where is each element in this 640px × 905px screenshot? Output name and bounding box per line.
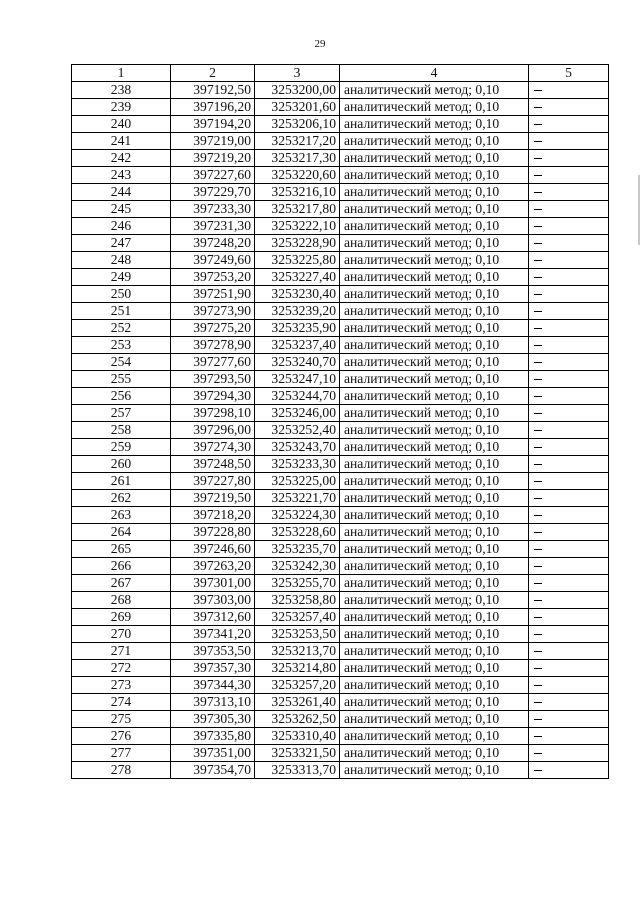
point-number-cell: 250 bbox=[72, 286, 171, 303]
point-number-cell: 272 bbox=[72, 660, 171, 677]
method-accuracy-cell: аналитический метод; 0,10 bbox=[340, 643, 529, 660]
x-coordinate-cell: 397277,60 bbox=[171, 354, 255, 371]
method-accuracy-cell: аналитический метод; 0,10 bbox=[340, 235, 529, 252]
method-accuracy-cell: аналитический метод; 0,10 bbox=[340, 456, 529, 473]
x-coordinate-cell: 397227,60 bbox=[171, 167, 255, 184]
column-5-cell bbox=[529, 575, 609, 592]
dash-mark bbox=[534, 90, 542, 91]
x-coordinate-cell: 397231,30 bbox=[171, 218, 255, 235]
method-accuracy-cell: аналитический метод; 0,10 bbox=[340, 575, 529, 592]
y-coordinate-cell: 3253310,40 bbox=[255, 728, 340, 745]
dash-mark bbox=[534, 617, 542, 618]
x-coordinate-cell: 397246,60 bbox=[171, 541, 255, 558]
dash-mark bbox=[534, 379, 542, 380]
column-5-cell bbox=[529, 490, 609, 507]
table-row bbox=[72, 575, 609, 592]
x-coordinate-cell: 397357,30 bbox=[171, 660, 255, 677]
method-accuracy-cell: аналитический метод; 0,10 bbox=[340, 337, 529, 354]
method-accuracy-cell: аналитический метод; 0,10 bbox=[340, 82, 529, 99]
table-row bbox=[72, 388, 609, 405]
dash-mark bbox=[534, 124, 542, 125]
dash-mark bbox=[534, 770, 542, 771]
method-accuracy-cell: аналитический метод; 0,10 bbox=[340, 609, 529, 626]
dash-mark bbox=[534, 719, 542, 720]
table-row bbox=[72, 218, 609, 235]
column-5-cell bbox=[529, 371, 609, 388]
y-coordinate-cell: 3253228,60 bbox=[255, 524, 340, 541]
point-number-cell: 251 bbox=[72, 303, 171, 320]
y-coordinate-cell: 3253228,90 bbox=[255, 235, 340, 252]
y-coordinate-cell: 3253255,70 bbox=[255, 575, 340, 592]
method-accuracy-cell: аналитический метод; 0,10 bbox=[340, 388, 529, 405]
x-coordinate-cell: 397273,90 bbox=[171, 303, 255, 320]
table-row bbox=[72, 541, 609, 558]
method-accuracy-cell: аналитический метод; 0,10 bbox=[340, 405, 529, 422]
point-number-cell: 248 bbox=[72, 252, 171, 269]
column-5-cell bbox=[529, 388, 609, 405]
column-5-cell bbox=[529, 235, 609, 252]
method-accuracy-cell: аналитический метод; 0,10 bbox=[340, 507, 529, 524]
point-number-cell: 257 bbox=[72, 405, 171, 422]
dash-mark bbox=[534, 260, 542, 261]
table-row bbox=[72, 609, 609, 626]
column-5-cell bbox=[529, 337, 609, 354]
table-row bbox=[72, 592, 609, 609]
column-5-cell bbox=[529, 745, 609, 762]
method-accuracy-cell: аналитический метод; 0,10 bbox=[340, 728, 529, 745]
table-row bbox=[72, 728, 609, 745]
column-5-cell bbox=[529, 303, 609, 320]
table-row bbox=[72, 184, 609, 201]
point-number-cell: 263 bbox=[72, 507, 171, 524]
dash-mark bbox=[534, 294, 542, 295]
x-coordinate-cell: 397274,30 bbox=[171, 439, 255, 456]
table-row bbox=[72, 252, 609, 269]
method-accuracy-cell: аналитический метод; 0,10 bbox=[340, 762, 529, 779]
x-coordinate-cell: 397196,20 bbox=[171, 99, 255, 116]
method-accuracy-cell: аналитический метод; 0,10 bbox=[340, 439, 529, 456]
column-header-1: 1 bbox=[72, 65, 171, 82]
point-number-cell: 241 bbox=[72, 133, 171, 150]
dash-mark bbox=[534, 175, 542, 176]
dash-mark bbox=[534, 736, 542, 737]
method-accuracy-cell: аналитический метод; 0,10 bbox=[340, 116, 529, 133]
method-accuracy-cell: аналитический метод; 0,10 bbox=[340, 286, 529, 303]
x-coordinate-cell: 397298,10 bbox=[171, 405, 255, 422]
x-coordinate-cell: 397293,50 bbox=[171, 371, 255, 388]
x-coordinate-cell: 397227,80 bbox=[171, 473, 255, 490]
table-row bbox=[72, 320, 609, 337]
column-5-cell bbox=[529, 150, 609, 167]
dash-mark bbox=[534, 328, 542, 329]
dash-mark bbox=[534, 362, 542, 363]
coordinates-table-container bbox=[71, 64, 609, 779]
x-coordinate-cell: 397341,20 bbox=[171, 626, 255, 643]
point-number-cell: 244 bbox=[72, 184, 171, 201]
table-row bbox=[72, 677, 609, 694]
method-accuracy-cell: аналитический метод; 0,10 bbox=[340, 626, 529, 643]
point-number-cell: 245 bbox=[72, 201, 171, 218]
column-5-cell bbox=[529, 116, 609, 133]
dash-mark bbox=[534, 413, 542, 414]
point-number-cell: 259 bbox=[72, 439, 171, 456]
method-accuracy-cell: аналитический метод; 0,10 bbox=[340, 303, 529, 320]
x-coordinate-cell: 397301,00 bbox=[171, 575, 255, 592]
x-coordinate-cell: 397313,10 bbox=[171, 694, 255, 711]
dash-mark bbox=[534, 583, 542, 584]
point-number-cell: 271 bbox=[72, 643, 171, 660]
method-accuracy-cell: аналитический метод; 0,10 bbox=[340, 150, 529, 167]
column-5-cell bbox=[529, 439, 609, 456]
dash-mark bbox=[534, 532, 542, 533]
table-row bbox=[72, 405, 609, 422]
x-coordinate-cell: 397248,50 bbox=[171, 456, 255, 473]
x-coordinate-cell: 397248,20 bbox=[171, 235, 255, 252]
point-number-cell: 246 bbox=[72, 218, 171, 235]
column-5-cell bbox=[529, 201, 609, 218]
column-5-cell bbox=[529, 609, 609, 626]
table-row bbox=[72, 269, 609, 286]
point-number-cell: 264 bbox=[72, 524, 171, 541]
column-5-cell bbox=[529, 762, 609, 779]
x-coordinate-cell: 397305,30 bbox=[171, 711, 255, 728]
column-5-cell bbox=[529, 694, 609, 711]
y-coordinate-cell: 3253217,30 bbox=[255, 150, 340, 167]
y-coordinate-cell: 3253235,70 bbox=[255, 541, 340, 558]
point-number-cell: 247 bbox=[72, 235, 171, 252]
page-number: 29 bbox=[314, 38, 326, 50]
table-row bbox=[72, 524, 609, 541]
point-number-cell: 267 bbox=[72, 575, 171, 592]
x-coordinate-cell: 397296,00 bbox=[171, 422, 255, 439]
dash-mark bbox=[534, 107, 542, 108]
method-accuracy-cell: аналитический метод; 0,10 bbox=[340, 218, 529, 235]
table-row bbox=[72, 303, 609, 320]
y-coordinate-cell: 3253225,00 bbox=[255, 473, 340, 490]
column-5-cell bbox=[529, 558, 609, 575]
x-coordinate-cell: 397354,70 bbox=[171, 762, 255, 779]
y-coordinate-cell: 3253201,60 bbox=[255, 99, 340, 116]
dash-mark bbox=[534, 549, 542, 550]
table-row bbox=[72, 745, 609, 762]
column-5-cell bbox=[529, 456, 609, 473]
table-row bbox=[72, 337, 609, 354]
dash-mark bbox=[534, 515, 542, 516]
y-coordinate-cell: 3253237,40 bbox=[255, 337, 340, 354]
table-row bbox=[72, 694, 609, 711]
point-number-cell: 265 bbox=[72, 541, 171, 558]
point-number-cell: 274 bbox=[72, 694, 171, 711]
point-number-cell: 270 bbox=[72, 626, 171, 643]
column-5-cell bbox=[529, 405, 609, 422]
y-coordinate-cell: 3253313,70 bbox=[255, 762, 340, 779]
column-5-cell bbox=[529, 354, 609, 371]
method-accuracy-cell: аналитический метод; 0,10 bbox=[340, 354, 529, 371]
x-coordinate-cell: 397344,30 bbox=[171, 677, 255, 694]
dash-mark bbox=[534, 345, 542, 346]
y-coordinate-cell: 3253252,40 bbox=[255, 422, 340, 439]
x-coordinate-cell: 397278,90 bbox=[171, 337, 255, 354]
column-5-cell bbox=[529, 524, 609, 541]
dash-mark bbox=[534, 651, 542, 652]
x-coordinate-cell: 397228,80 bbox=[171, 524, 255, 541]
y-coordinate-cell: 3253239,20 bbox=[255, 303, 340, 320]
table-row bbox=[72, 456, 609, 473]
point-number-cell: 254 bbox=[72, 354, 171, 371]
column-5-cell bbox=[529, 677, 609, 694]
y-coordinate-cell: 3253244,70 bbox=[255, 388, 340, 405]
point-number-cell: 238 bbox=[72, 82, 171, 99]
column-5-cell bbox=[529, 286, 609, 303]
dash-mark bbox=[534, 600, 542, 601]
column-5-cell bbox=[529, 99, 609, 116]
x-coordinate-cell: 397192,50 bbox=[171, 82, 255, 99]
method-accuracy-cell: аналитический метод; 0,10 bbox=[340, 592, 529, 609]
table-row bbox=[72, 762, 609, 779]
x-coordinate-cell: 397353,50 bbox=[171, 643, 255, 660]
method-accuracy-cell: аналитический метод; 0,10 bbox=[340, 473, 529, 490]
dash-mark bbox=[534, 464, 542, 465]
y-coordinate-cell: 3253224,30 bbox=[255, 507, 340, 524]
y-coordinate-cell: 3253227,40 bbox=[255, 269, 340, 286]
point-number-cell: 258 bbox=[72, 422, 171, 439]
dash-mark bbox=[534, 702, 542, 703]
method-accuracy-cell: аналитический метод; 0,10 bbox=[340, 558, 529, 575]
dash-mark bbox=[534, 226, 542, 227]
dash-mark bbox=[534, 209, 542, 210]
column-5-cell bbox=[529, 507, 609, 524]
y-coordinate-cell: 3253225,80 bbox=[255, 252, 340, 269]
y-coordinate-cell: 3253262,50 bbox=[255, 711, 340, 728]
dash-mark bbox=[534, 396, 542, 397]
point-number-cell: 240 bbox=[72, 116, 171, 133]
method-accuracy-cell: аналитический метод; 0,10 bbox=[340, 133, 529, 150]
column-5-cell bbox=[529, 626, 609, 643]
table-row bbox=[72, 354, 609, 371]
method-accuracy-cell: аналитический метод; 0,10 bbox=[340, 320, 529, 337]
method-accuracy-cell: аналитический метод; 0,10 bbox=[340, 677, 529, 694]
point-number-cell: 262 bbox=[72, 490, 171, 507]
column-5-cell bbox=[529, 728, 609, 745]
x-coordinate-cell: 397303,00 bbox=[171, 592, 255, 609]
column-5-cell bbox=[529, 320, 609, 337]
y-coordinate-cell: 3253257,40 bbox=[255, 609, 340, 626]
y-coordinate-cell: 3253253,50 bbox=[255, 626, 340, 643]
x-coordinate-cell: 397219,50 bbox=[171, 490, 255, 507]
x-coordinate-cell: 397312,60 bbox=[171, 609, 255, 626]
column-header-4: 4 bbox=[340, 65, 529, 82]
point-number-cell: 260 bbox=[72, 456, 171, 473]
method-accuracy-cell: аналитический метод; 0,10 bbox=[340, 371, 529, 388]
column-header-3: 3 bbox=[255, 65, 340, 82]
table-row bbox=[72, 558, 609, 575]
column-5-cell bbox=[529, 592, 609, 609]
dash-mark bbox=[534, 158, 542, 159]
column-5-cell bbox=[529, 82, 609, 99]
table-row bbox=[72, 422, 609, 439]
point-number-cell: 266 bbox=[72, 558, 171, 575]
column-5-cell bbox=[529, 252, 609, 269]
dash-mark bbox=[534, 243, 542, 244]
method-accuracy-cell: аналитический метод; 0,10 bbox=[340, 541, 529, 558]
point-number-cell: 268 bbox=[72, 592, 171, 609]
table-row bbox=[72, 643, 609, 660]
y-coordinate-cell: 3253233,30 bbox=[255, 456, 340, 473]
y-coordinate-cell: 3253235,90 bbox=[255, 320, 340, 337]
table-row bbox=[72, 150, 609, 167]
table-row bbox=[72, 660, 609, 677]
y-coordinate-cell: 3253217,80 bbox=[255, 201, 340, 218]
y-coordinate-cell: 3253243,70 bbox=[255, 439, 340, 456]
y-coordinate-cell: 3253217,20 bbox=[255, 133, 340, 150]
point-number-cell: 249 bbox=[72, 269, 171, 286]
table-row bbox=[72, 82, 609, 99]
method-accuracy-cell: аналитический метод; 0,10 bbox=[340, 490, 529, 507]
table-row bbox=[72, 116, 609, 133]
y-coordinate-cell: 3253247,10 bbox=[255, 371, 340, 388]
dash-mark bbox=[534, 430, 542, 431]
x-coordinate-cell: 397251,90 bbox=[171, 286, 255, 303]
dash-mark bbox=[534, 481, 542, 482]
y-coordinate-cell: 3253242,30 bbox=[255, 558, 340, 575]
point-number-cell: 261 bbox=[72, 473, 171, 490]
table-header-row bbox=[72, 65, 609, 82]
y-coordinate-cell: 3253214,80 bbox=[255, 660, 340, 677]
dash-mark bbox=[534, 498, 542, 499]
point-number-cell: 256 bbox=[72, 388, 171, 405]
method-accuracy-cell: аналитический метод; 0,10 bbox=[340, 660, 529, 677]
column-5-cell bbox=[529, 660, 609, 677]
column-5-cell bbox=[529, 218, 609, 235]
point-number-cell: 278 bbox=[72, 762, 171, 779]
y-coordinate-cell: 3253222,10 bbox=[255, 218, 340, 235]
method-accuracy-cell: аналитический метод; 0,10 bbox=[340, 269, 529, 286]
x-coordinate-cell: 397219,00 bbox=[171, 133, 255, 150]
point-number-cell: 273 bbox=[72, 677, 171, 694]
column-5-cell bbox=[529, 643, 609, 660]
column-5-cell bbox=[529, 133, 609, 150]
dash-mark bbox=[534, 277, 542, 278]
point-number-cell: 275 bbox=[72, 711, 171, 728]
table-row bbox=[72, 235, 609, 252]
column-5-cell bbox=[529, 473, 609, 490]
coordinates-table bbox=[71, 64, 609, 779]
y-coordinate-cell: 3253230,40 bbox=[255, 286, 340, 303]
point-number-cell: 255 bbox=[72, 371, 171, 388]
point-number-cell: 276 bbox=[72, 728, 171, 745]
method-accuracy-cell: аналитический метод; 0,10 bbox=[340, 524, 529, 541]
x-coordinate-cell: 397233,30 bbox=[171, 201, 255, 218]
column-5-cell bbox=[529, 711, 609, 728]
point-number-cell: 242 bbox=[72, 150, 171, 167]
x-coordinate-cell: 397229,70 bbox=[171, 184, 255, 201]
table-body bbox=[72, 82, 609, 779]
x-coordinate-cell: 397275,20 bbox=[171, 320, 255, 337]
table-row bbox=[72, 371, 609, 388]
dash-mark bbox=[534, 685, 542, 686]
y-coordinate-cell: 3253258,80 bbox=[255, 592, 340, 609]
y-coordinate-cell: 3253240,70 bbox=[255, 354, 340, 371]
method-accuracy-cell: аналитический метод; 0,10 bbox=[340, 745, 529, 762]
column-5-cell bbox=[529, 269, 609, 286]
dash-mark bbox=[534, 753, 542, 754]
point-number-cell: 252 bbox=[72, 320, 171, 337]
point-number-cell: 239 bbox=[72, 99, 171, 116]
table-row bbox=[72, 473, 609, 490]
dash-mark bbox=[534, 447, 542, 448]
method-accuracy-cell: аналитический метод; 0,10 bbox=[340, 99, 529, 116]
table-row bbox=[72, 507, 609, 524]
dash-mark bbox=[534, 192, 542, 193]
x-coordinate-cell: 397249,60 bbox=[171, 252, 255, 269]
method-accuracy-cell: аналитический метод; 0,10 bbox=[340, 201, 529, 218]
y-coordinate-cell: 3253200,00 bbox=[255, 82, 340, 99]
dash-mark bbox=[534, 141, 542, 142]
method-accuracy-cell: аналитический метод; 0,10 bbox=[340, 184, 529, 201]
y-coordinate-cell: 3253257,20 bbox=[255, 677, 340, 694]
table-row bbox=[72, 490, 609, 507]
dash-mark bbox=[534, 566, 542, 567]
method-accuracy-cell: аналитический метод; 0,10 bbox=[340, 252, 529, 269]
method-accuracy-cell: аналитический метод; 0,10 bbox=[340, 422, 529, 439]
y-coordinate-cell: 3253261,40 bbox=[255, 694, 340, 711]
column-header-5: 5 bbox=[529, 65, 609, 82]
method-accuracy-cell: аналитический метод; 0,10 bbox=[340, 167, 529, 184]
table-row bbox=[72, 167, 609, 184]
point-number-cell: 269 bbox=[72, 609, 171, 626]
method-accuracy-cell: аналитический метод; 0,10 bbox=[340, 711, 529, 728]
x-coordinate-cell: 397351,00 bbox=[171, 745, 255, 762]
x-coordinate-cell: 397253,20 bbox=[171, 269, 255, 286]
y-coordinate-cell: 3253213,70 bbox=[255, 643, 340, 660]
dash-mark bbox=[534, 311, 542, 312]
method-accuracy-cell: аналитический метод; 0,10 bbox=[340, 694, 529, 711]
column-5-cell bbox=[529, 184, 609, 201]
y-coordinate-cell: 3253220,60 bbox=[255, 167, 340, 184]
dash-mark bbox=[534, 634, 542, 635]
dash-mark bbox=[534, 668, 542, 669]
y-coordinate-cell: 3253221,70 bbox=[255, 490, 340, 507]
column-5-cell bbox=[529, 167, 609, 184]
table-row bbox=[72, 711, 609, 728]
x-coordinate-cell: 397194,20 bbox=[171, 116, 255, 133]
y-coordinate-cell: 3253206,10 bbox=[255, 116, 340, 133]
table-row bbox=[72, 99, 609, 116]
table-row bbox=[72, 626, 609, 643]
x-coordinate-cell: 397218,20 bbox=[171, 507, 255, 524]
column-5-cell bbox=[529, 541, 609, 558]
y-coordinate-cell: 3253321,50 bbox=[255, 745, 340, 762]
table-row bbox=[72, 133, 609, 150]
x-coordinate-cell: 397263,20 bbox=[171, 558, 255, 575]
x-coordinate-cell: 397335,80 bbox=[171, 728, 255, 745]
column-5-cell bbox=[529, 422, 609, 439]
point-number-cell: 253 bbox=[72, 337, 171, 354]
table-row bbox=[72, 201, 609, 218]
point-number-cell: 277 bbox=[72, 745, 171, 762]
column-header-2: 2 bbox=[171, 65, 255, 82]
point-number-cell: 243 bbox=[72, 167, 171, 184]
table-row bbox=[72, 439, 609, 456]
x-coordinate-cell: 397294,30 bbox=[171, 388, 255, 405]
x-coordinate-cell: 397219,20 bbox=[171, 150, 255, 167]
table-row bbox=[72, 286, 609, 303]
y-coordinate-cell: 3253216,10 bbox=[255, 184, 340, 201]
y-coordinate-cell: 3253246,00 bbox=[255, 405, 340, 422]
